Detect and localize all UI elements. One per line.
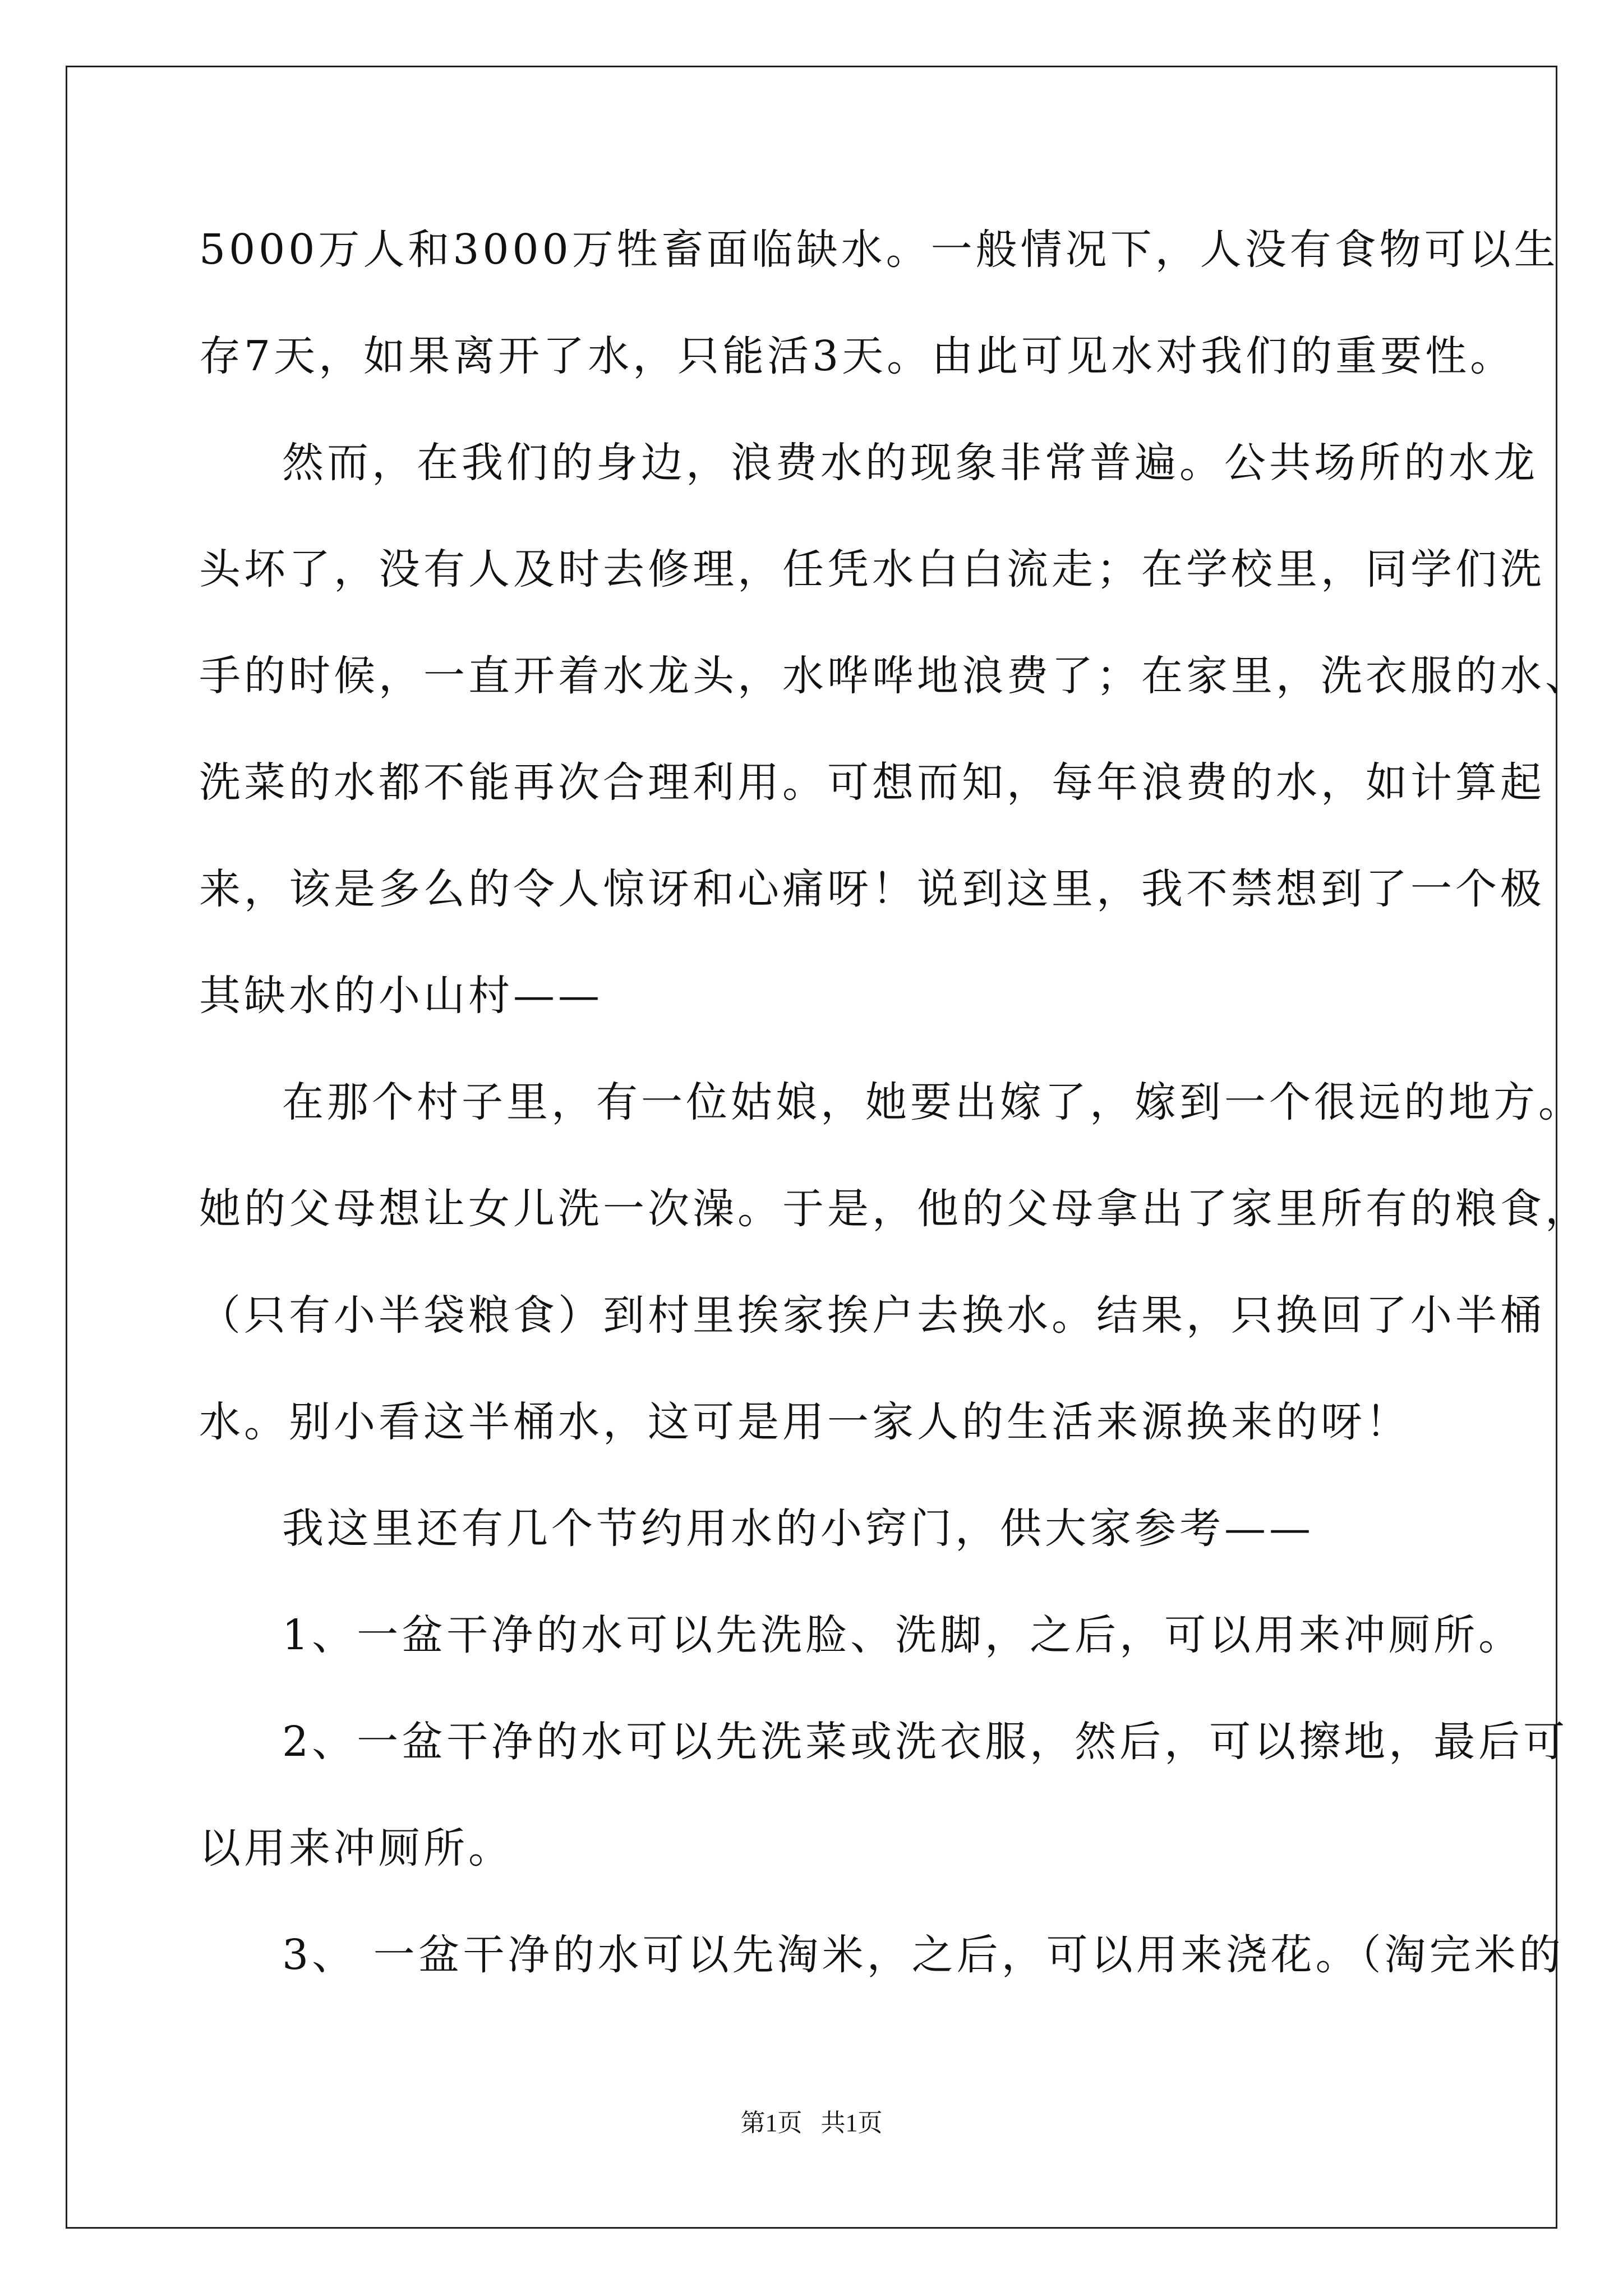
text-line: 来，该是多么的令人惊讶和心痛呀！说到这里，我不禁想到了一个极 <box>199 865 1545 913</box>
text-line: 存7天，如果离开了水，只能活3天。由此可见水对我们的重要性。 <box>199 332 1515 380</box>
page-number-footer: 第1页 共1页 <box>740 2109 883 2137</box>
page-border <box>66 66 1557 2229</box>
text-line: 5000万人和3000万牲畜面临缺水。一般情况下，人没有食物可以生 <box>199 226 1559 274</box>
text-line: 头坏了，没有人及时去修理，任凭水白白流走；在学校里，同学们洗 <box>199 545 1545 593</box>
list-item-line: 3、 一盆干净的水可以先淘米，之后，可以用来浇花。（淘完米的 <box>282 1931 1564 1979</box>
text-line: 其缺水的小山村—— <box>199 972 603 1020</box>
text-line: 她的父母想让女儿洗一次澡。于是，他的父母拿出了家里所有的粮食， <box>199 1185 1590 1233</box>
text-line: 水。别小看这半桶水，这可是用一家人的生活来源换来的呀！ <box>199 1398 1410 1446</box>
text-line: 洗菜的水都不能再次合理利用。可想而知，每年浪费的水，如计算起 <box>199 758 1545 807</box>
paragraph-start-line: 在那个村子里，有一位姑娘，她要出嫁了，嫁到一个很远的地方。 <box>282 1078 1583 1126</box>
text-line: 以用来冲厕所。 <box>199 1824 513 1872</box>
text-line: （只有小半袋粮食）到村里挨家挨户去换水。结果，只换回了小半桶 <box>199 1291 1545 1340</box>
paragraph-start-line: 然而，在我们的身边，浪费水的现象非常普遍。公共场所的水龙 <box>282 439 1538 487</box>
list-item-line: 1、一盆干净的水可以先洗脸、洗脚，之后，可以用来冲厕所。 <box>282 1611 1524 1659</box>
list-item-line: 2、一盆干净的水可以先洗菜或洗衣服，然后，可以擦地，最后可 <box>282 1718 1569 1766</box>
paragraph-start-line: 我这里还有几个节约用水的小窍门，供大家参考—— <box>282 1504 1314 1553</box>
text-line: 手的时候，一直开着水龙头，水哗哗地浪费了；在家里，洗衣服的水、 <box>199 652 1590 700</box>
